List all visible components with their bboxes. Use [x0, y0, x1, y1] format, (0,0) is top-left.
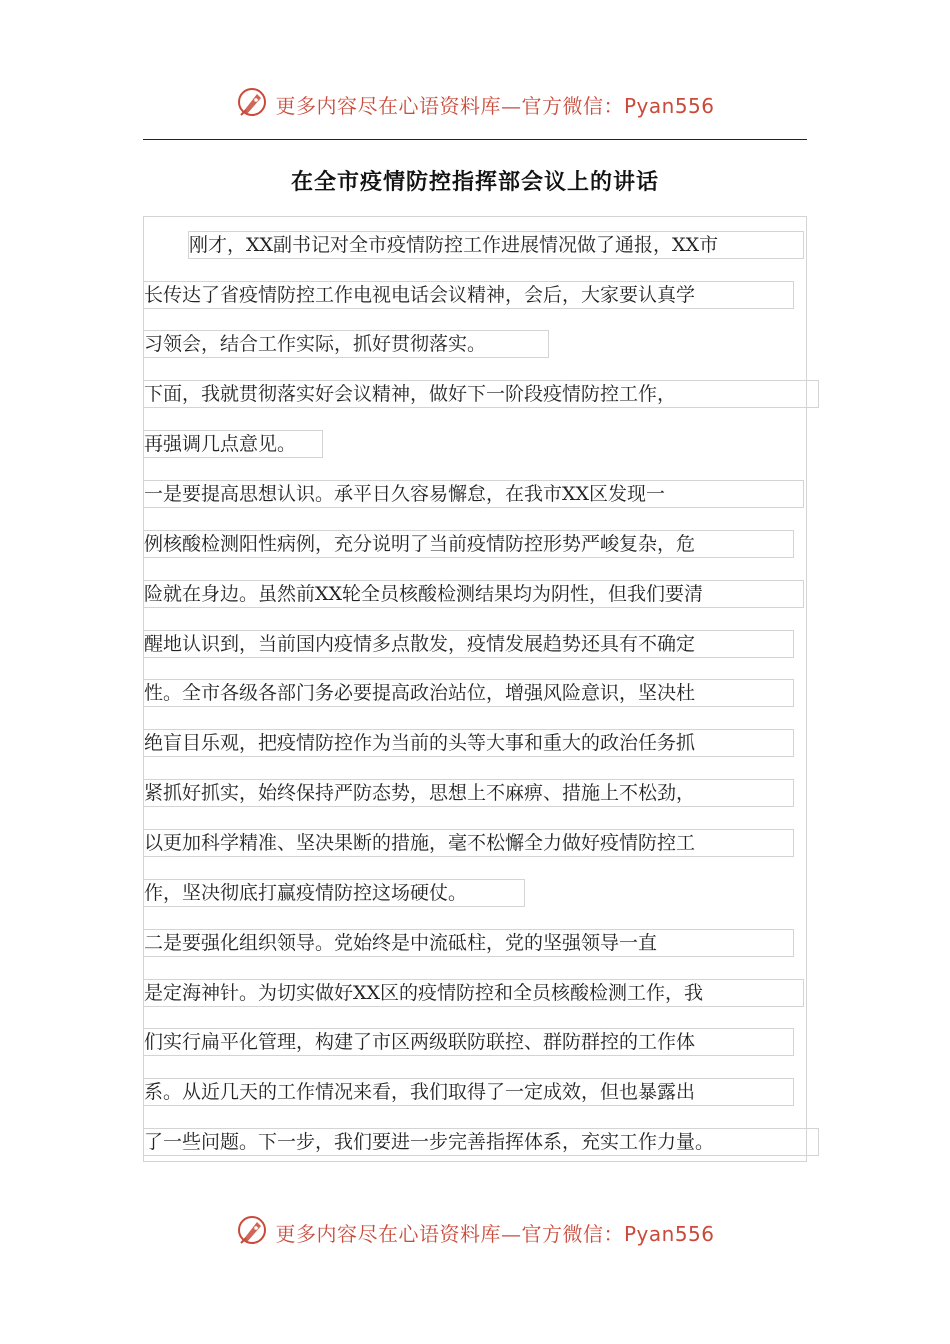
text-line: 绝盲目乐观，把疫情防控作为当前的头等大事和重大的政治任务抓 — [143, 729, 794, 757]
text-line: 系。从近几天的工作情况来看，我们取得了一定成效，但也暴露出 — [143, 1078, 794, 1106]
text-line: 下面，我就贯彻落实好会议精神，做好下一阶段疫情防控工作， — [143, 380, 819, 408]
header-watermark — [0, 82, 950, 126]
pen-nib-logo-icon — [235, 85, 269, 123]
text-line: 例核酸检测阳性病例，充分说明了当前疫情防控形势严峻复杂，危 — [143, 530, 794, 558]
text-line: 一是要提高思想认识。承平日久容易懈怠，在我市XX区发现一 — [143, 480, 804, 508]
watermark-text: 更多内容尽在心语资料库—官方微信：Pyan556 — [275, 1221, 715, 1246]
text-line: 醒地认识到，当前国内疫情多点散发，疫情发展趋势还具有不确定 — [143, 630, 794, 658]
text-line: 作，坚决彻底打赢疫情防控这场硬仗。 — [143, 879, 525, 907]
text-line: 以更加科学精准、坚决果断的措施，毫不松懈全力做好疫情防控工 — [143, 829, 794, 857]
text-line: 二是要强化组织领导。党始终是中流砥柱，党的坚强领导一直 — [143, 929, 794, 957]
text-line: 刚才，XX副书记对全市疫情防控工作进展情况做了通报，XX市 — [188, 231, 804, 259]
pen-nib-logo-icon — [235, 1213, 269, 1251]
document-title: 在全市疫情防控指挥部会议上的讲话 — [290, 170, 659, 195]
text-line: 们实行扁平化管理，构建了市区两级联防联控、群防群控的工作体 — [143, 1028, 794, 1056]
text-line: 习领会，结合工作实际，抓好贯彻落实。 — [143, 330, 549, 358]
text-line: 了一些问题。下一步，我们要进一步完善指挥体系，充实工作力量。 — [143, 1128, 819, 1156]
header-divider — [143, 139, 807, 140]
watermark-text: 更多内容尽在心语资料库—官方微信：Pyan556 — [275, 93, 715, 118]
text-line: 再强调几点意见。 — [143, 430, 323, 458]
text-line: 长传达了省疫情防控工作电视电话会议精神，会后，大家要认真学 — [143, 281, 794, 309]
text-line: 险就在身边。虽然前XX轮全员核酸检测结果均为阴性，但我们要清 — [143, 580, 804, 608]
text-line: 是定海神针。为切实做好XX区的疫情防控和全员核酸检测工作，我 — [143, 979, 804, 1007]
text-line: 性。全市各级各部门务必要提高政治站位，增强风险意识，坚决杜 — [143, 679, 794, 707]
footer-watermark — [0, 1210, 950, 1254]
text-line: 紧抓好抓实，始终保持严防态势，思想上不麻痹、措施上不松劲， — [143, 779, 794, 807]
